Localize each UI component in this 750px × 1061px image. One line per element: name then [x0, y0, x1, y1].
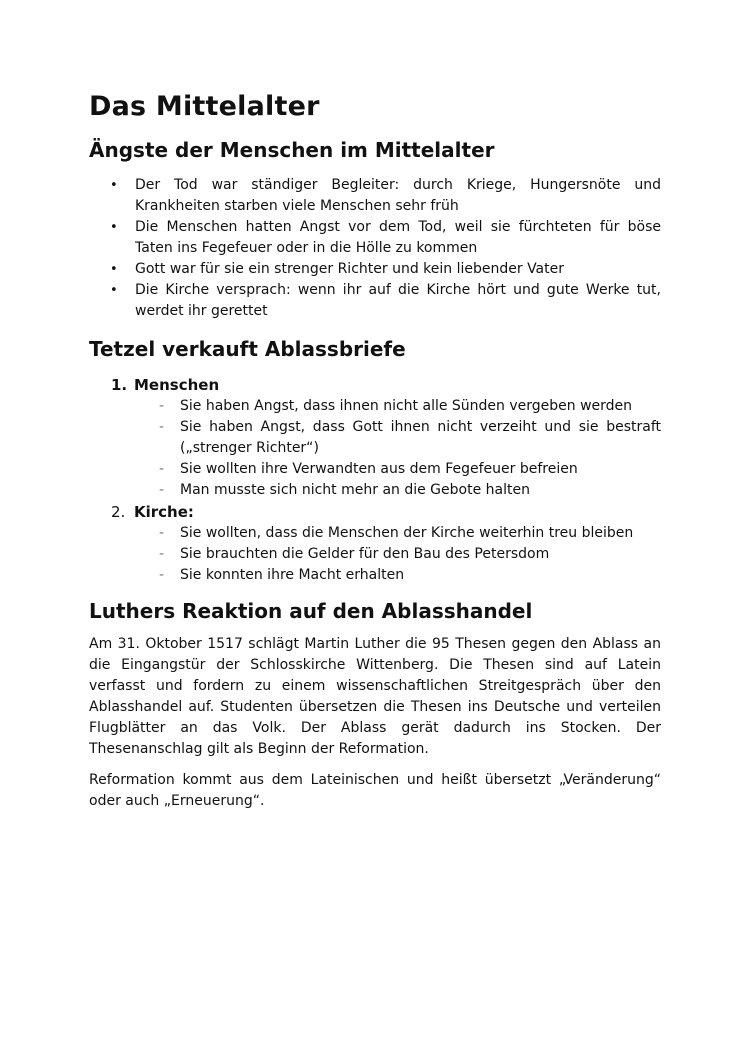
dash-marker: -	[159, 567, 165, 583]
dash-marker: -	[159, 525, 165, 541]
section-heading-fears: Ängste der Menschen im Mittelalter	[89, 138, 495, 162]
list-item-text: Der Tod war ständiger Begleiter: durch Kriege, Hungersnöte und Krankheiten starben viele Menschen sehr früh	[135, 177, 661, 214]
dash-list	[89, 396, 661, 501]
list-item	[159, 396, 661, 417]
list-item	[110, 280, 661, 322]
tetzel-numbered-list	[89, 374, 661, 586]
group-label: Kirche:	[134, 503, 194, 521]
list-item	[159, 417, 661, 459]
numbered-group-menschen	[89, 374, 661, 501]
dash-marker: -	[159, 398, 165, 414]
list-item	[159, 544, 661, 565]
list-item-text: Sie konnten ihre Macht erhalten	[180, 567, 405, 583]
section-heading-luther: Luthers Reaktion auf den Ablasshandel	[89, 599, 533, 623]
list-item	[159, 480, 661, 501]
page-title: Das Mittelalter	[89, 91, 320, 122]
group-heading	[89, 374, 661, 396]
bullet-marker: •	[110, 283, 118, 298]
list-item	[159, 459, 661, 480]
list-item-text: Sie wollten, dass die Menschen der Kirche weiterhin treu bleiben	[180, 525, 634, 541]
bullet-marker: •	[110, 220, 118, 235]
document-page	[89, 88, 661, 812]
numbered-group-kirche	[89, 501, 661, 586]
group-heading	[89, 501, 661, 523]
dash-list	[89, 523, 661, 586]
list-item-text: Sie wollten ihre Verwandten aus dem Fegefeuer befreien	[180, 461, 578, 477]
group-label: Menschen	[134, 376, 220, 394]
dash-marker: -	[159, 482, 165, 498]
dash-marker: -	[159, 546, 165, 562]
bullet-marker: •	[110, 178, 118, 193]
list-item	[159, 523, 661, 544]
list-item-text: Sie brauchten die Gelder für den Bau des Petersdom	[180, 546, 550, 562]
list-item-text: Man musste sich nicht mehr an die Gebote halten	[180, 482, 530, 498]
list-item-text: Gott war für sie ein strenger Richter und kein liebender Vater	[135, 261, 564, 277]
group-number: 1.	[111, 376, 128, 394]
dash-marker: -	[159, 419, 165, 435]
list-item	[110, 217, 661, 259]
section-heading-tetzel: Tetzel verkauft Ablassbriefe	[89, 337, 406, 361]
list-item-text: Die Kirche versprach: wenn ihr auf die Kirche hört und gute Werke tut, werdet ihr gerettet	[135, 282, 661, 319]
bullet-marker: •	[110, 262, 118, 277]
list-item-text: Sie haben Angst, dass Gott ihnen nicht verzeiht und sie bestraft („strenger Richter“)	[180, 419, 661, 456]
list-item-text: Sie haben Angst, dass ihnen nicht alle Sünden vergeben werden	[180, 398, 633, 414]
dash-marker: -	[159, 461, 165, 477]
group-number: 2.	[111, 503, 126, 521]
paragraph-reformation: Reformation kommt aus dem Lateinischen und heißt übersetzt „Veränderung“ oder auch „Erneuerung“.	[89, 772, 661, 809]
list-item	[159, 565, 661, 586]
list-item	[110, 175, 661, 217]
list-item-text: Die Menschen hatten Angst vor dem Tod, weil sie fürchteten für böse Taten ins Fegefeuer oder in die Hölle zu kommen	[135, 219, 661, 256]
paragraph-thesen: Am 31. Oktober 1517 schlägt Martin Luther die 95 Thesen gegen den Ablass an die Eingangstür der Schlosskirche Wittenberg. Die Thesen sind auf Latein verfasst und fordern zu einem wissenschaftlichen Streitgespräch über den Ablasshandel auf. Studenten übersetzen die Thesen ins Deutsche und verteilen Flugblätter an das Volk. Der Ablass gerät dadurch ins Stocken. Der Thesenanschlag gilt als Beginn der Reformation.	[89, 636, 661, 757]
fears-bullet-list	[89, 175, 661, 322]
list-item	[110, 259, 661, 280]
